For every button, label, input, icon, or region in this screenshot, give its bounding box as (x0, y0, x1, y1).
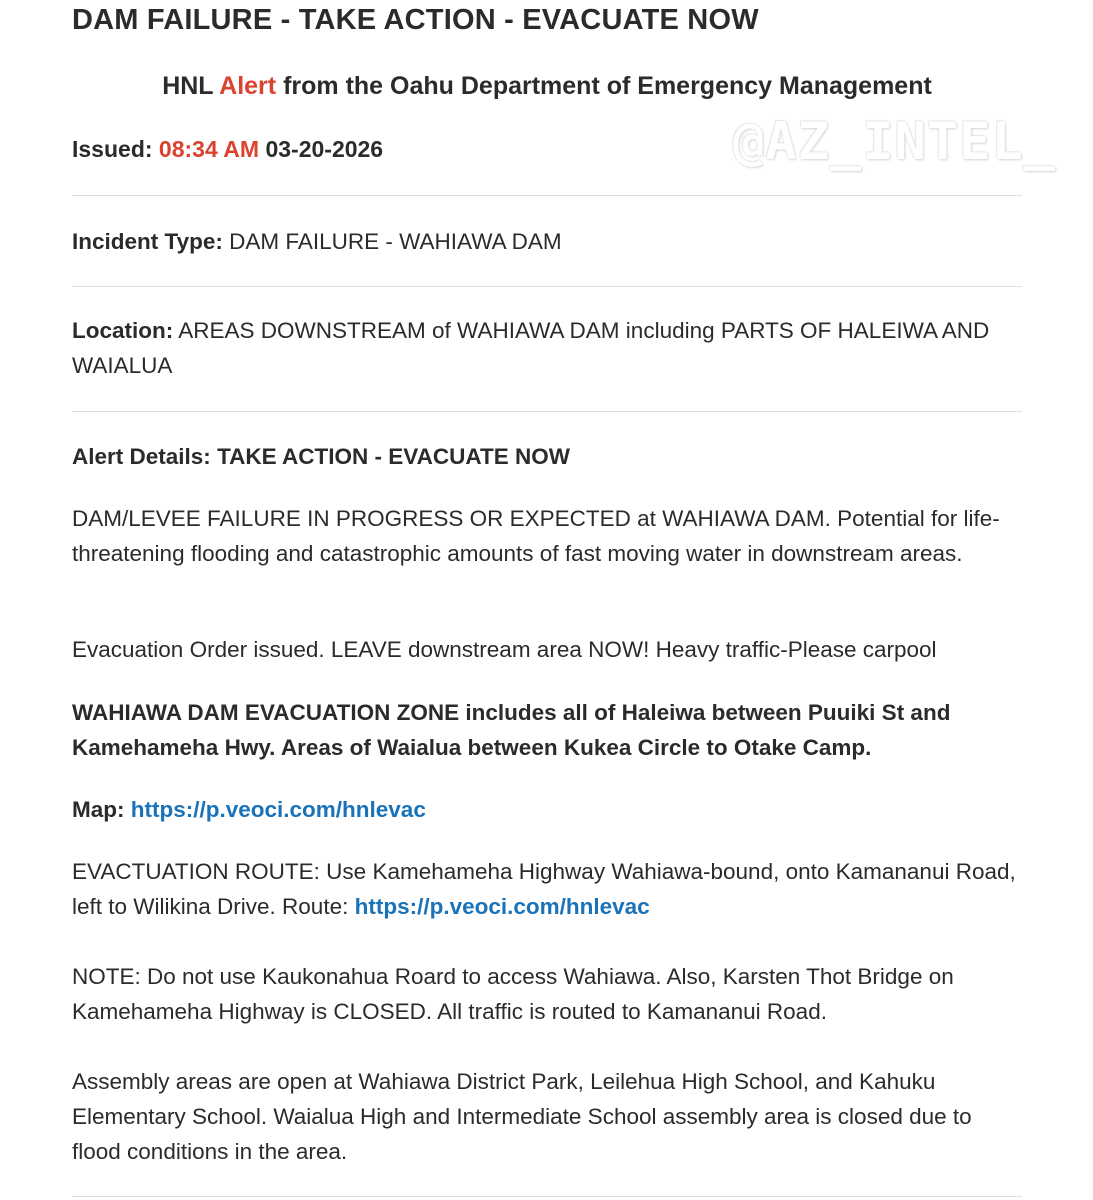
divider (72, 411, 1022, 412)
divider (72, 195, 1022, 196)
watermark: @AZ_INTEL_ (733, 112, 1057, 172)
location-label: Location: (72, 318, 174, 343)
location (72, 313, 1022, 383)
source-agency: from the Oahu Department of Emergency Management (283, 72, 932, 100)
divider (72, 286, 1022, 287)
issued-date: 03-20-2026 (265, 136, 384, 162)
source-prefix: HNL (162, 72, 214, 100)
incident-type-label: Incident Type: (72, 229, 223, 254)
map-link[interactable]: https://p.veoci.com/hnlevac (130, 797, 426, 822)
divider (72, 1196, 1022, 1197)
incident-type-value: DAM FAILURE - WAHIAWA DAM (229, 229, 562, 254)
page-title: DAM FAILURE - TAKE ACTION - EVACUATE NOW (72, 4, 759, 36)
issued-label: Issued: (72, 136, 153, 162)
alert-details-heading (72, 439, 1022, 474)
alert-details-value: TAKE ACTION - EVACUATE NOW (217, 444, 570, 469)
route-text: EVACTUATION ROUTE: Use Kamehameha Highway Wahiawa-bound, onto Kamananui Road, left to Wilikina Drive. Route: (72, 859, 1016, 919)
route-link[interactable]: https://p.veoci.com/hnlevac (354, 894, 650, 919)
note: NOTE: Do not use Kaukonahua Roard to access Wahiawa. Also, Karsten Thot Bridge on Kamehameha Highway is CLOSED. All traffic is routed to Kamananui Road. (72, 964, 954, 1024)
issued-line (72, 136, 383, 163)
alert-source-heading (72, 72, 1022, 101)
map-label: Map: (72, 797, 125, 822)
map-line (72, 792, 1022, 827)
evacuation-route (72, 854, 1022, 924)
incident-type (72, 224, 1022, 259)
location-value: AREAS DOWNSTREAM of WAHIAWA DAM including PARTS OF HALEIWA AND WAIALUA (72, 318, 990, 378)
evacuation-order: Evacuation Order issued. LEAVE downstream area NOW! Heavy traffic-Please carpool (72, 637, 937, 662)
failure-description: DAM/LEVEE FAILURE IN PROGRESS OR EXPECTED at WAHIAWA DAM. Potential for life-threatening flooding and catastrophic amounts of fast moving water in downstream areas. (72, 506, 1000, 566)
alert-details-label: Alert Details: (72, 444, 211, 469)
assembly-areas: Assembly areas are open at Wahiawa District Park, Leilehua High School, and Kahuku Elementary School. Waialua High and Intermediate School assembly area is closed due to flood conditions in the area. (72, 1069, 972, 1164)
issued-time: 08:34 AM (158, 136, 260, 162)
evacuation-zone: WAHIAWA DAM EVACUATION ZONE includes all of Haleiwa between Puuiki St and Kamehameha Hwy. Areas of Waialua between Kukea Circle to Otake Camp. (72, 700, 951, 760)
alert-word: Alert (219, 72, 277, 100)
